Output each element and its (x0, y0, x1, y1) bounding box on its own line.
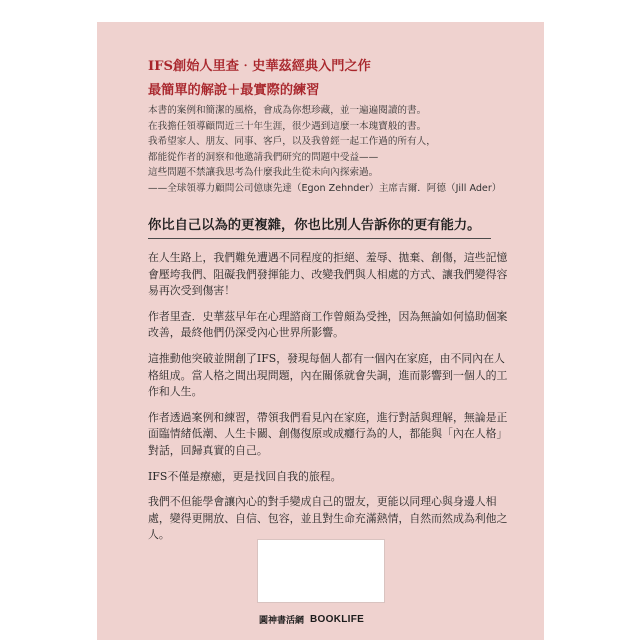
body-line: 會壓垮我們、阻礙我們發揮能力、改變我們與人相處的方式、讓我們變得容 (148, 267, 508, 281)
tagline-secondary: 最簡單的解說＋最實際的練習 (148, 83, 320, 98)
quote-line: 都能從作者的洞察和他邀請我們研究的問題中受益—— (148, 151, 379, 163)
publisher-brand: BOOKLIFE (310, 614, 365, 625)
divider (148, 238, 491, 239)
paragraph (148, 351, 508, 401)
paragraph (148, 250, 508, 300)
body-line: 作者里查．史華茲早年在心理諮商工作曾頗為受挫，因為無論如何協助個案 (148, 309, 508, 323)
quote-line: 在我擔任領導顧問近三十年生涯，很少遇到這麼一本瑰寶般的書。 (148, 120, 427, 132)
publisher-name: 圓神書活網 (259, 616, 305, 626)
paragraph (148, 494, 508, 544)
endorsement-quote (148, 103, 508, 197)
paragraph (148, 309, 508, 342)
barcode-placeholder (257, 539, 385, 603)
body-line: 在人生路上，我們難免遭遇不同程度的拒絕、羞辱、拋棄、創傷，這些記憶 (148, 251, 508, 264)
body-line: 人。 (148, 528, 170, 542)
body-line: 作和人生。 (148, 385, 203, 399)
body-line: 對話，回歸真實的自己。 (148, 443, 268, 457)
body-line: 處，變得更開放、自信、包容，並且對生命充滿熱情，自然而然成為利他之 (148, 511, 508, 525)
body-line: 格組成。當人格之間出現問題，內在關係就會失調，進而影響到一個人的工 (148, 368, 508, 382)
body-line: 改善，最終他們仍深受內心世界所影響。 (148, 326, 345, 340)
quote-line: 本書的案例和簡潔的風格，會成為你想珍藏，並一遍遍閱讀的書。 (148, 105, 427, 116)
quote-attribution: ——全球領導力顧問公司億康先達（Egon Zehnder）主席吉爾．阿德（Jill Ader） (148, 182, 502, 194)
body-line: 這推動他突破並開創了IFS，發現每個人都有一個內在家庭，由不同內在人 (148, 351, 505, 365)
quote-line: 我希望家人、朋友、同事、客戶，以及我曾經一起工作過的所有人， (148, 136, 436, 148)
tagline-primary: IFS創始人里查‧史華茲經典入門之作 (148, 59, 371, 74)
publisher-logo (259, 613, 364, 626)
headline: 你比自己以為的更複雜，你也比別人告訴你的更有能力。 (148, 218, 481, 233)
body-line: 作者透過案例和練習，帶領我們看見內在家庭，進行對話與理解，無論是正 (148, 410, 508, 424)
body-line: IFS不僅是療癒，更是找回自我的旅程。 (148, 469, 342, 483)
quote-line: 這些問題不禁讓我思考為什麼我此生從未向內探索過。 (148, 167, 379, 179)
description-body (148, 250, 508, 553)
body-line: 易再次受到傷害！ (148, 284, 236, 298)
body-line: 面臨情緒低潮、人生卡關、創傷復原或成癮行為的人，都能與「內在人格」 (148, 427, 508, 441)
paragraph (148, 469, 498, 486)
paragraph (148, 410, 508, 460)
body-line: 我們不但能學會讓內心的對手變成自己的盟友，更能以同理心與身邊人相 (148, 495, 497, 509)
